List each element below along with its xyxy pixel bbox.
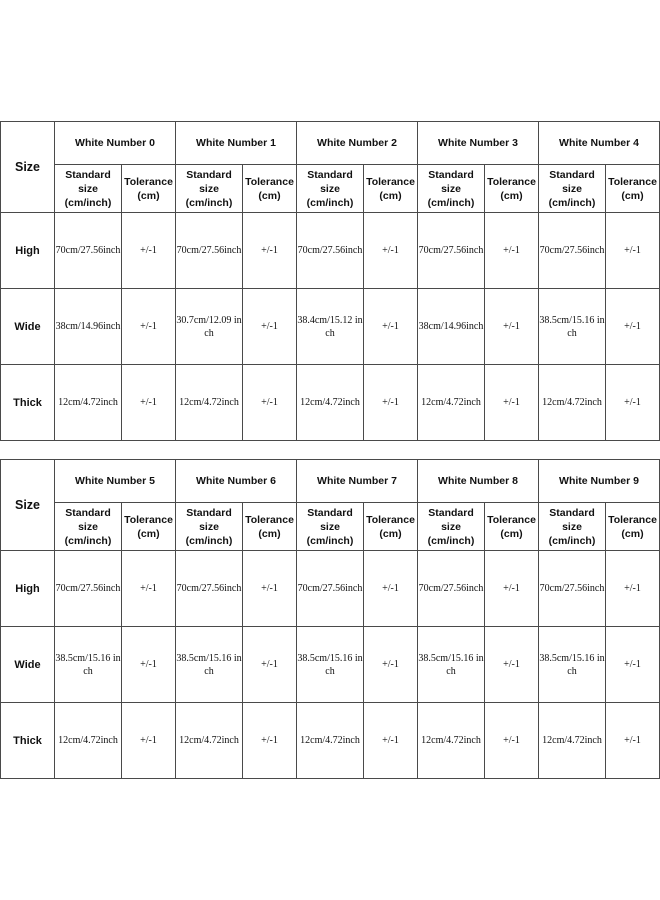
standard-size-cell: 12cm/4.72inch <box>297 703 364 779</box>
standard-size-cell: 70cm/27.56inch <box>539 213 606 289</box>
tolerance-cell: +/-1 <box>243 703 297 779</box>
tolerance-cell: +/-1 <box>606 551 660 627</box>
model-number-header: White Number 5 <box>55 460 176 503</box>
table-subheader-row <box>1 503 660 551</box>
standard-size-cell: 12cm/4.72inch <box>55 703 122 779</box>
table-row <box>1 213 660 289</box>
model-number-header: White Number 4 <box>539 122 660 165</box>
table-row <box>1 627 660 703</box>
standard-size-cell: 12cm/4.72inch <box>55 365 122 441</box>
standard-size-header: Standard size (cm/inch) <box>176 503 243 551</box>
standard-size-cell: 38cm/14.96inch <box>418 289 485 365</box>
tolerance-cell: +/-1 <box>243 289 297 365</box>
tolerance-header: Tolerance (cm) <box>364 165 418 213</box>
standard-size-cell: 38cm/14.96inch <box>55 289 122 365</box>
standard-size-cell: 70cm/27.56inch <box>418 213 485 289</box>
size-header: Size <box>1 122 55 213</box>
standard-size-header: Standard size (cm/inch) <box>297 165 364 213</box>
tolerance-cell: +/-1 <box>243 365 297 441</box>
tolerance-header: Tolerance (cm) <box>122 503 176 551</box>
standard-size-cell: 38.5cm/15.16 inch <box>55 627 122 703</box>
standard-size-cell: 70cm/27.56inch <box>297 213 364 289</box>
standard-size-cell: 12cm/4.72inch <box>297 365 364 441</box>
tolerance-cell: +/-1 <box>485 365 539 441</box>
standard-size-header: Standard size (cm/inch) <box>55 165 122 213</box>
standard-size-header: Standard size (cm/inch) <box>297 503 364 551</box>
tolerance-cell: +/-1 <box>122 213 176 289</box>
tolerance-cell: +/-1 <box>485 551 539 627</box>
tolerance-cell: +/-1 <box>606 627 660 703</box>
standard-size-cell: 38.5cm/15.16 inch <box>539 289 606 365</box>
model-number-header: White Number 7 <box>297 460 418 503</box>
table-row <box>1 289 660 365</box>
model-number-header: White Number 9 <box>539 460 660 503</box>
standard-size-cell: 70cm/27.56inch <box>176 551 243 627</box>
tolerance-cell: +/-1 <box>485 703 539 779</box>
tolerance-header: Tolerance (cm) <box>606 503 660 551</box>
standard-size-header: Standard size (cm/inch) <box>55 503 122 551</box>
tolerance-cell: +/-1 <box>606 703 660 779</box>
tolerance-cell: +/-1 <box>243 551 297 627</box>
standard-size-header: Standard size (cm/inch) <box>418 165 485 213</box>
table-header-row <box>1 460 660 503</box>
table-header-row <box>1 122 660 165</box>
model-number-header: White Number 0 <box>55 122 176 165</box>
row-label: High <box>1 551 55 627</box>
size-table-0 <box>0 121 660 441</box>
tolerance-cell: +/-1 <box>122 551 176 627</box>
row-label: Wide <box>1 627 55 703</box>
standard-size-cell: 38.5cm/15.16 inch <box>418 627 485 703</box>
standard-size-header: Standard size (cm/inch) <box>176 165 243 213</box>
standard-size-cell: 12cm/4.72inch <box>539 703 606 779</box>
tolerance-header: Tolerance (cm) <box>364 503 418 551</box>
tolerance-header: Tolerance (cm) <box>243 165 297 213</box>
tolerance-cell: +/-1 <box>364 551 418 627</box>
tolerance-header: Tolerance (cm) <box>606 165 660 213</box>
tolerance-header: Tolerance (cm) <box>122 165 176 213</box>
standard-size-cell: 30.7cm/12.09 inch <box>176 289 243 365</box>
standard-size-header: Standard size (cm/inch) <box>539 165 606 213</box>
model-number-header: White Number 3 <box>418 122 539 165</box>
tolerance-cell: +/-1 <box>364 627 418 703</box>
table-row <box>1 365 660 441</box>
row-label: Thick <box>1 703 55 779</box>
tolerance-cell: +/-1 <box>122 365 176 441</box>
tolerance-cell: +/-1 <box>485 289 539 365</box>
tolerance-cell: +/-1 <box>606 289 660 365</box>
tolerance-cell: +/-1 <box>122 703 176 779</box>
standard-size-cell: 70cm/27.56inch <box>539 551 606 627</box>
standard-size-cell: 38.5cm/15.16 inch <box>176 627 243 703</box>
standard-size-cell: 70cm/27.56inch <box>176 213 243 289</box>
standard-size-header: Standard size (cm/inch) <box>539 503 606 551</box>
standard-size-cell: 12cm/4.72inch <box>418 365 485 441</box>
standard-size-cell: 12cm/4.72inch <box>176 365 243 441</box>
tolerance-cell: +/-1 <box>122 289 176 365</box>
standard-size-cell: 12cm/4.72inch <box>176 703 243 779</box>
size-header: Size <box>1 460 55 551</box>
model-number-header: White Number 8 <box>418 460 539 503</box>
model-number-header: White Number 6 <box>176 460 297 503</box>
standard-size-cell: 12cm/4.72inch <box>418 703 485 779</box>
tolerance-cell: +/-1 <box>485 627 539 703</box>
tolerance-header: Tolerance (cm) <box>485 503 539 551</box>
standard-size-cell: 70cm/27.56inch <box>55 551 122 627</box>
row-label: High <box>1 213 55 289</box>
tolerance-cell: +/-1 <box>364 365 418 441</box>
model-number-header: White Number 2 <box>297 122 418 165</box>
size-table-1 <box>0 459 660 779</box>
tolerance-cell: +/-1 <box>364 289 418 365</box>
standard-size-cell: 38.5cm/15.16 inch <box>297 627 364 703</box>
tolerance-cell: +/-1 <box>606 365 660 441</box>
tolerance-cell: +/-1 <box>485 213 539 289</box>
standard-size-cell: 12cm/4.72inch <box>539 365 606 441</box>
row-label: Wide <box>1 289 55 365</box>
table-row <box>1 551 660 627</box>
table-row <box>1 703 660 779</box>
tolerance-cell: +/-1 <box>243 213 297 289</box>
tolerance-cell: +/-1 <box>606 213 660 289</box>
tolerance-cell: +/-1 <box>364 703 418 779</box>
tolerance-cell: +/-1 <box>122 627 176 703</box>
tolerance-header: Tolerance (cm) <box>485 165 539 213</box>
standard-size-cell: 70cm/27.56inch <box>297 551 364 627</box>
standard-size-header: Standard size (cm/inch) <box>418 503 485 551</box>
row-label: Thick <box>1 365 55 441</box>
standard-size-cell: 70cm/27.56inch <box>55 213 122 289</box>
standard-size-cell: 70cm/27.56inch <box>418 551 485 627</box>
table-subheader-row <box>1 165 660 213</box>
model-number-header: White Number 1 <box>176 122 297 165</box>
tolerance-cell: +/-1 <box>243 627 297 703</box>
tolerance-cell: +/-1 <box>364 213 418 289</box>
tolerance-header: Tolerance (cm) <box>243 503 297 551</box>
standard-size-cell: 38.4cm/15.12 inch <box>297 289 364 365</box>
standard-size-cell: 38.5cm/15.16 inch <box>539 627 606 703</box>
